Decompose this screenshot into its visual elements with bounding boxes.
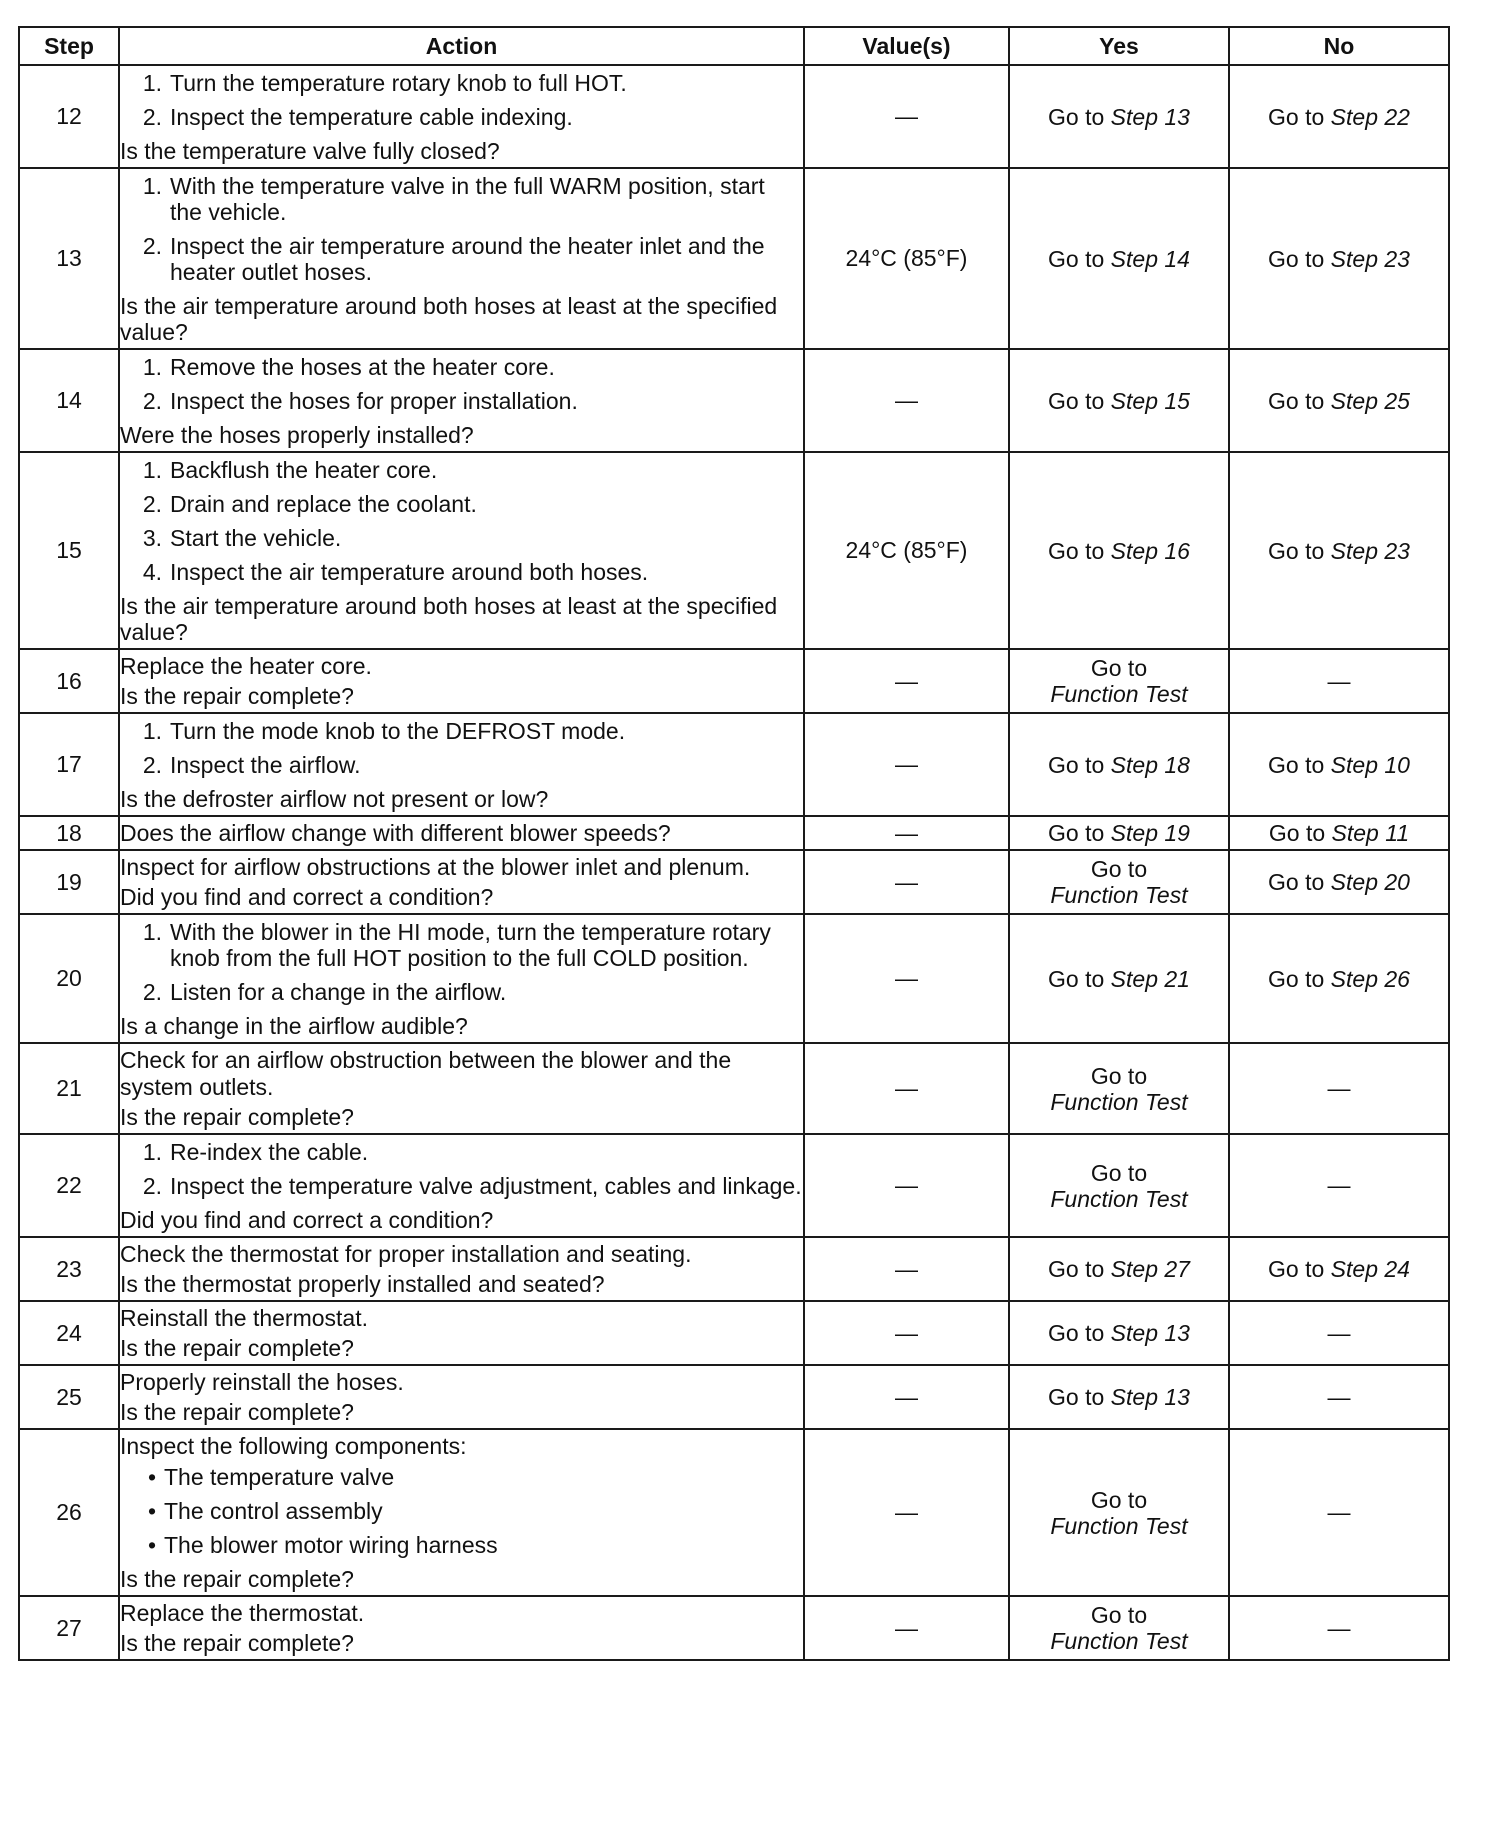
step-number: 21 <box>19 1043 119 1134</box>
action-step-text: Turn the mode knob to the DEFROST mode. <box>170 718 626 744</box>
goto-prefix: Go to <box>1048 103 1105 130</box>
yes-goto <box>1010 1160 1228 1212</box>
goto-prefix: Go to <box>1268 103 1325 130</box>
action-cell <box>119 1365 804 1429</box>
action-cell <box>119 349 804 452</box>
step-number: 25 <box>19 1365 119 1429</box>
action-cell <box>119 65 804 168</box>
no-cell <box>1229 1237 1449 1301</box>
header-values: Value(s) <box>804 27 1009 65</box>
action-step-text: Inspect the hoses for proper installation. <box>170 388 578 414</box>
action-text: Properly reinstall the hoses. <box>120 1369 404 1395</box>
no-goto <box>1230 104 1448 130</box>
yes-goto <box>1010 104 1228 130</box>
action-step-text: Backflush the heater core. <box>170 457 438 483</box>
action-step-number: 1. <box>142 919 162 945</box>
value-cell: — <box>804 649 1009 713</box>
action-step-text: Start the vehicle. <box>170 525 342 551</box>
goto-prefix: Go to <box>1268 537 1325 564</box>
action-cell <box>119 1134 804 1237</box>
goto-prefix: Go to <box>1268 751 1325 778</box>
value-cell: 24°C (85°F) <box>804 168 1009 349</box>
action-text: Check the thermostat for proper installation and seating. <box>120 1241 692 1267</box>
goto-prefix: Go to <box>1048 1320 1105 1346</box>
value-cell: — <box>804 1365 1009 1429</box>
action-cell <box>119 713 804 816</box>
step-number: 12 <box>19 65 119 168</box>
component-item <box>120 1464 803 1490</box>
goto-prefix: Go to <box>1048 751 1105 778</box>
goto-prefix: Go to <box>1090 1159 1148 1186</box>
no-cell <box>1229 649 1449 713</box>
action-step-text: With the blower in the HI mode, turn the temperature rotary knob from the full HOT position to the full COLD position. <box>170 919 771 971</box>
yes-cell <box>1009 914 1229 1043</box>
table-row <box>19 65 1449 168</box>
goto-prefix: Go to <box>1048 820 1105 846</box>
action-question: Is the repair complete? <box>120 1104 354 1130</box>
action-text: Check for an airflow obstruction between the blower and the system outlets. <box>120 1047 732 1100</box>
action-step-text: Inspect the temperature cable indexing. <box>170 104 573 130</box>
action-step-number: 2. <box>142 1173 162 1199</box>
action-step-text: With the temperature valve in the full WARM position, start the vehicle. <box>170 173 765 225</box>
action-question: Is the temperature valve fully closed? <box>120 138 500 164</box>
no-cell <box>1229 349 1449 452</box>
no-cell <box>1229 1043 1449 1134</box>
goto-target: Step 13 <box>1110 1320 1190 1346</box>
goto-target: Step 27 <box>1110 1256 1190 1282</box>
action-step <box>120 559 803 585</box>
action-cell <box>119 914 804 1043</box>
yes-goto <box>1010 1602 1228 1654</box>
goto-target: Step 16 <box>1110 537 1190 564</box>
table-body <box>19 65 1449 1660</box>
diagnostic-table <box>18 26 1450 1661</box>
action-text: Inspect the following components: <box>120 1433 467 1459</box>
no-dash: — <box>1327 1319 1351 1346</box>
header-step: Step <box>19 27 119 65</box>
goto-prefix: Go to <box>1048 387 1105 414</box>
action-text: Replace the thermostat. <box>120 1600 365 1626</box>
no-cell <box>1229 168 1449 349</box>
yes-goto <box>1010 966 1228 992</box>
step-number: 22 <box>19 1134 119 1237</box>
action-step <box>120 491 803 517</box>
value-cell: — <box>804 1596 1009 1660</box>
goto-prefix: Go to <box>1268 245 1325 272</box>
yes-cell <box>1009 649 1229 713</box>
goto-prefix: Go to <box>1048 1384 1105 1410</box>
action-cell <box>119 850 804 914</box>
yes-cell <box>1009 65 1229 168</box>
yes-cell <box>1009 1237 1229 1301</box>
step-number: 23 <box>19 1237 119 1301</box>
action-step-text: Re-index the cable. <box>170 1139 369 1165</box>
value-cell: — <box>804 349 1009 452</box>
component-text: The control assembly <box>164 1498 383 1524</box>
table-row <box>19 168 1449 349</box>
yes-cell <box>1009 816 1229 850</box>
step-number: 27 <box>19 1596 119 1660</box>
goto-target: Step 13 <box>1110 1384 1190 1410</box>
action-step <box>120 752 803 778</box>
action-cell <box>119 452 804 649</box>
step-number: 17 <box>19 713 119 816</box>
value-cell: — <box>804 65 1009 168</box>
action-step-number: 4. <box>142 559 162 585</box>
goto-target: Step 19 <box>1110 820 1190 846</box>
action-question: Did you find and correct a condition? <box>120 884 494 910</box>
action-step-number: 2. <box>142 491 162 517</box>
no-goto <box>1230 869 1448 895</box>
action-question: Were the hoses properly installed? <box>120 422 474 448</box>
no-dash: — <box>1327 1614 1351 1641</box>
goto-prefix: Go to <box>1090 1062 1148 1089</box>
no-goto <box>1230 246 1448 272</box>
action-step-number: 3. <box>142 525 162 551</box>
action-step-text: Turn the temperature rotary knob to full HOT. <box>170 70 627 96</box>
value-cell: — <box>804 1043 1009 1134</box>
action-text: Reinstall the thermostat. <box>120 1305 369 1331</box>
goto-prefix: Go to <box>1048 537 1105 564</box>
step-number: 15 <box>19 452 119 649</box>
no-dash: — <box>1327 1499 1351 1525</box>
goto-prefix: Go to <box>1048 965 1105 992</box>
action-step-number: 1. <box>142 354 162 380</box>
yes-goto <box>1010 752 1228 778</box>
action-question: Did you find and correct a condition? <box>120 1207 494 1233</box>
action-step-number: 1. <box>142 718 162 744</box>
header-no: No <box>1229 27 1449 65</box>
value-cell: — <box>804 713 1009 816</box>
action-step-text: Inspect the temperature valve adjustment, cables and linkage. <box>170 1173 802 1199</box>
yes-cell <box>1009 1134 1229 1237</box>
action-step <box>120 104 803 130</box>
no-cell <box>1229 914 1449 1043</box>
action-step-number: 2. <box>142 104 162 130</box>
no-goto <box>1230 1256 1448 1282</box>
action-step <box>120 173 803 225</box>
yes-goto <box>1010 388 1228 414</box>
table-row <box>19 1365 1449 1429</box>
action-step <box>120 354 803 380</box>
action-question: Does the airflow change with different blower speeds? <box>120 820 671 846</box>
table-row <box>19 349 1449 452</box>
goto-target: Function Test <box>1050 1185 1188 1212</box>
action-step <box>120 979 803 1005</box>
goto-prefix: Go to <box>1090 1486 1148 1513</box>
goto-target: Step 23 <box>1330 245 1410 272</box>
action-steps-list <box>120 919 803 1005</box>
header-action: Action <box>119 27 804 65</box>
goto-target: Function Test <box>1050 681 1188 707</box>
action-step <box>120 525 803 551</box>
action-step-number: 2. <box>142 233 162 259</box>
yes-cell <box>1009 168 1229 349</box>
action-text: Inspect for airflow obstructions at the blower inlet and plenum. <box>120 854 751 880</box>
yes-cell <box>1009 452 1229 649</box>
action-steps-list <box>120 70 803 130</box>
action-step-text: Inspect the airflow. <box>170 752 361 778</box>
action-cell <box>119 1596 804 1660</box>
table-row <box>19 850 1449 914</box>
action-question: Is a change in the airflow audible? <box>120 1013 468 1039</box>
action-steps-list <box>120 718 803 778</box>
action-text: Replace the heater core. <box>120 653 372 679</box>
step-number: 26 <box>19 1429 119 1596</box>
yes-goto <box>1010 1320 1228 1346</box>
header-yes: Yes <box>1009 27 1229 65</box>
no-goto <box>1230 820 1448 846</box>
action-cell <box>119 1043 804 1134</box>
table-row <box>19 1301 1449 1365</box>
no-goto <box>1230 538 1448 564</box>
no-cell <box>1229 1365 1449 1429</box>
action-step-number: 1. <box>142 173 162 199</box>
yes-goto <box>1010 246 1228 272</box>
step-number: 14 <box>19 349 119 452</box>
no-cell <box>1229 713 1449 816</box>
step-number: 24 <box>19 1301 119 1365</box>
table-row <box>19 1429 1449 1596</box>
header-row <box>19 27 1449 65</box>
action-step-number: 2. <box>142 752 162 778</box>
no-cell <box>1229 452 1449 649</box>
goto-target: Step 14 <box>1110 245 1190 272</box>
value-cell: — <box>804 1237 1009 1301</box>
goto-prefix: Go to <box>1090 1602 1148 1628</box>
goto-target: Function Test <box>1050 882 1188 908</box>
table-row <box>19 713 1449 816</box>
action-cell <box>119 1237 804 1301</box>
action-step-text: Inspect the air temperature around both hoses. <box>170 559 649 585</box>
yes-goto <box>1010 1256 1228 1282</box>
action-question: Is the repair complete? <box>120 1399 354 1425</box>
table-row <box>19 649 1449 713</box>
action-cell <box>119 816 804 850</box>
goto-target: Step 22 <box>1330 103 1410 130</box>
yes-goto <box>1010 655 1228 707</box>
table-row <box>19 452 1449 649</box>
no-dash: — <box>1327 667 1351 694</box>
action-step-number: 1. <box>142 70 162 96</box>
no-cell <box>1229 816 1449 850</box>
action-step-text: Listen for a change in the airflow. <box>170 979 507 1005</box>
yes-goto <box>1010 538 1228 564</box>
component-list <box>120 1464 803 1558</box>
action-step <box>120 457 803 483</box>
yes-cell <box>1009 850 1229 914</box>
action-step <box>120 919 803 971</box>
no-dash: — <box>1327 1172 1351 1198</box>
yes-cell <box>1009 1301 1229 1365</box>
goto-target: Function Test <box>1050 1628 1188 1654</box>
component-text: The blower motor wiring harness <box>164 1532 498 1558</box>
yes-goto <box>1010 1384 1228 1410</box>
action-question: Is the repair complete? <box>120 1335 354 1361</box>
goto-target: Step 13 <box>1110 103 1190 130</box>
action-question: Is the air temperature around both hoses at least at the specified value? <box>120 293 778 345</box>
table-row <box>19 914 1449 1043</box>
no-cell <box>1229 1596 1449 1660</box>
step-number: 16 <box>19 649 119 713</box>
yes-cell <box>1009 349 1229 452</box>
goto-prefix: Go to <box>1268 869 1325 895</box>
yes-cell <box>1009 1429 1229 1596</box>
goto-target: Step 15 <box>1110 387 1190 414</box>
goto-target: Step 23 <box>1330 537 1410 564</box>
yes-cell <box>1009 713 1229 816</box>
action-question: Is the defroster airflow not present or low? <box>120 786 549 812</box>
action-step <box>120 1139 803 1165</box>
goto-target: Step 24 <box>1330 1256 1410 1282</box>
yes-goto <box>1010 1487 1228 1539</box>
value-cell: — <box>804 850 1009 914</box>
yes-cell <box>1009 1596 1229 1660</box>
no-cell <box>1229 1301 1449 1365</box>
action-step <box>120 70 803 96</box>
action-steps-list <box>120 173 803 285</box>
goto-target: Step 21 <box>1110 965 1190 992</box>
action-step-text: Remove the hoses at the heater core. <box>170 354 555 380</box>
yes-goto <box>1010 856 1228 908</box>
action-step-number: 1. <box>142 457 162 483</box>
bullet-icon: • <box>147 1464 156 1490</box>
action-step-text: Inspect the air temperature around the heater inlet and the heater outlet hoses. <box>170 233 765 285</box>
value-cell: 24°C (85°F) <box>804 452 1009 649</box>
no-cell <box>1229 1429 1449 1596</box>
action-step-number: 1. <box>142 1139 162 1165</box>
action-cell <box>119 1429 804 1596</box>
goto-prefix: Go to <box>1268 965 1325 992</box>
goto-target: Step 10 <box>1330 751 1410 778</box>
yes-cell <box>1009 1365 1229 1429</box>
action-steps-list <box>120 354 803 414</box>
goto-target: Function Test <box>1050 1088 1188 1115</box>
goto-prefix: Go to <box>1268 1256 1325 1282</box>
action-cell <box>119 649 804 713</box>
goto-prefix: Go to <box>1268 387 1325 414</box>
table-row <box>19 1134 1449 1237</box>
goto-prefix: Go to <box>1048 245 1105 272</box>
action-step <box>120 1173 803 1199</box>
component-item <box>120 1532 803 1558</box>
goto-prefix: Go to <box>1090 655 1148 681</box>
no-cell <box>1229 850 1449 914</box>
value-cell: — <box>804 1301 1009 1365</box>
action-step <box>120 233 803 285</box>
step-number: 18 <box>19 816 119 850</box>
goto-target: Step 18 <box>1110 751 1190 778</box>
action-question: Is the repair complete? <box>120 683 354 709</box>
table-row <box>19 1043 1449 1134</box>
action-question: Is the repair complete? <box>120 1630 354 1656</box>
no-goto <box>1230 752 1448 778</box>
action-cell <box>119 168 804 349</box>
action-cell <box>119 1301 804 1365</box>
no-dash: — <box>1327 1075 1351 1101</box>
goto-prefix: Go to <box>1268 820 1326 846</box>
table-row <box>19 816 1449 850</box>
value-cell: — <box>804 914 1009 1043</box>
step-number: 19 <box>19 850 119 914</box>
value-cell: — <box>804 1429 1009 1596</box>
yes-cell <box>1009 1043 1229 1134</box>
action-step-number: 2. <box>142 979 162 1005</box>
goto-prefix: Go to <box>1048 1256 1105 1282</box>
no-goto <box>1230 388 1448 414</box>
action-steps-list <box>120 457 803 585</box>
yes-goto <box>1010 1063 1228 1115</box>
component-text: The temperature valve <box>164 1464 395 1490</box>
action-step <box>120 388 803 414</box>
table-row <box>19 1596 1449 1660</box>
step-number: 13 <box>19 168 119 349</box>
goto-prefix: Go to <box>1090 856 1148 882</box>
no-goto <box>1230 966 1448 992</box>
value-cell: — <box>804 816 1009 850</box>
no-cell <box>1229 1134 1449 1237</box>
no-cell <box>1229 65 1449 168</box>
action-question: Is the repair complete? <box>120 1566 354 1592</box>
action-question: Is the air temperature around both hoses at least at the specified value? <box>120 593 778 645</box>
bullet-icon: • <box>147 1498 156 1524</box>
no-dash: — <box>1327 1383 1351 1410</box>
action-step-text: Drain and replace the coolant. <box>170 491 477 517</box>
diagnostic-table-page <box>18 26 1448 1661</box>
action-step <box>120 718 803 744</box>
action-question: Is the thermostat properly installed and seated? <box>120 1271 605 1297</box>
goto-target: Step 20 <box>1330 869 1410 895</box>
action-steps-list <box>120 1139 803 1199</box>
component-item <box>120 1498 803 1524</box>
bullet-icon: • <box>147 1532 156 1558</box>
step-number: 20 <box>19 914 119 1043</box>
goto-target: Step 26 <box>1330 965 1410 992</box>
goto-target: Step 25 <box>1330 387 1410 414</box>
table-row <box>19 1237 1449 1301</box>
goto-target: Step 11 <box>1331 820 1410 846</box>
yes-goto <box>1010 820 1228 846</box>
action-step-number: 2. <box>142 388 162 414</box>
value-cell: — <box>804 1134 1009 1237</box>
goto-target: Function Test <box>1050 1512 1188 1539</box>
